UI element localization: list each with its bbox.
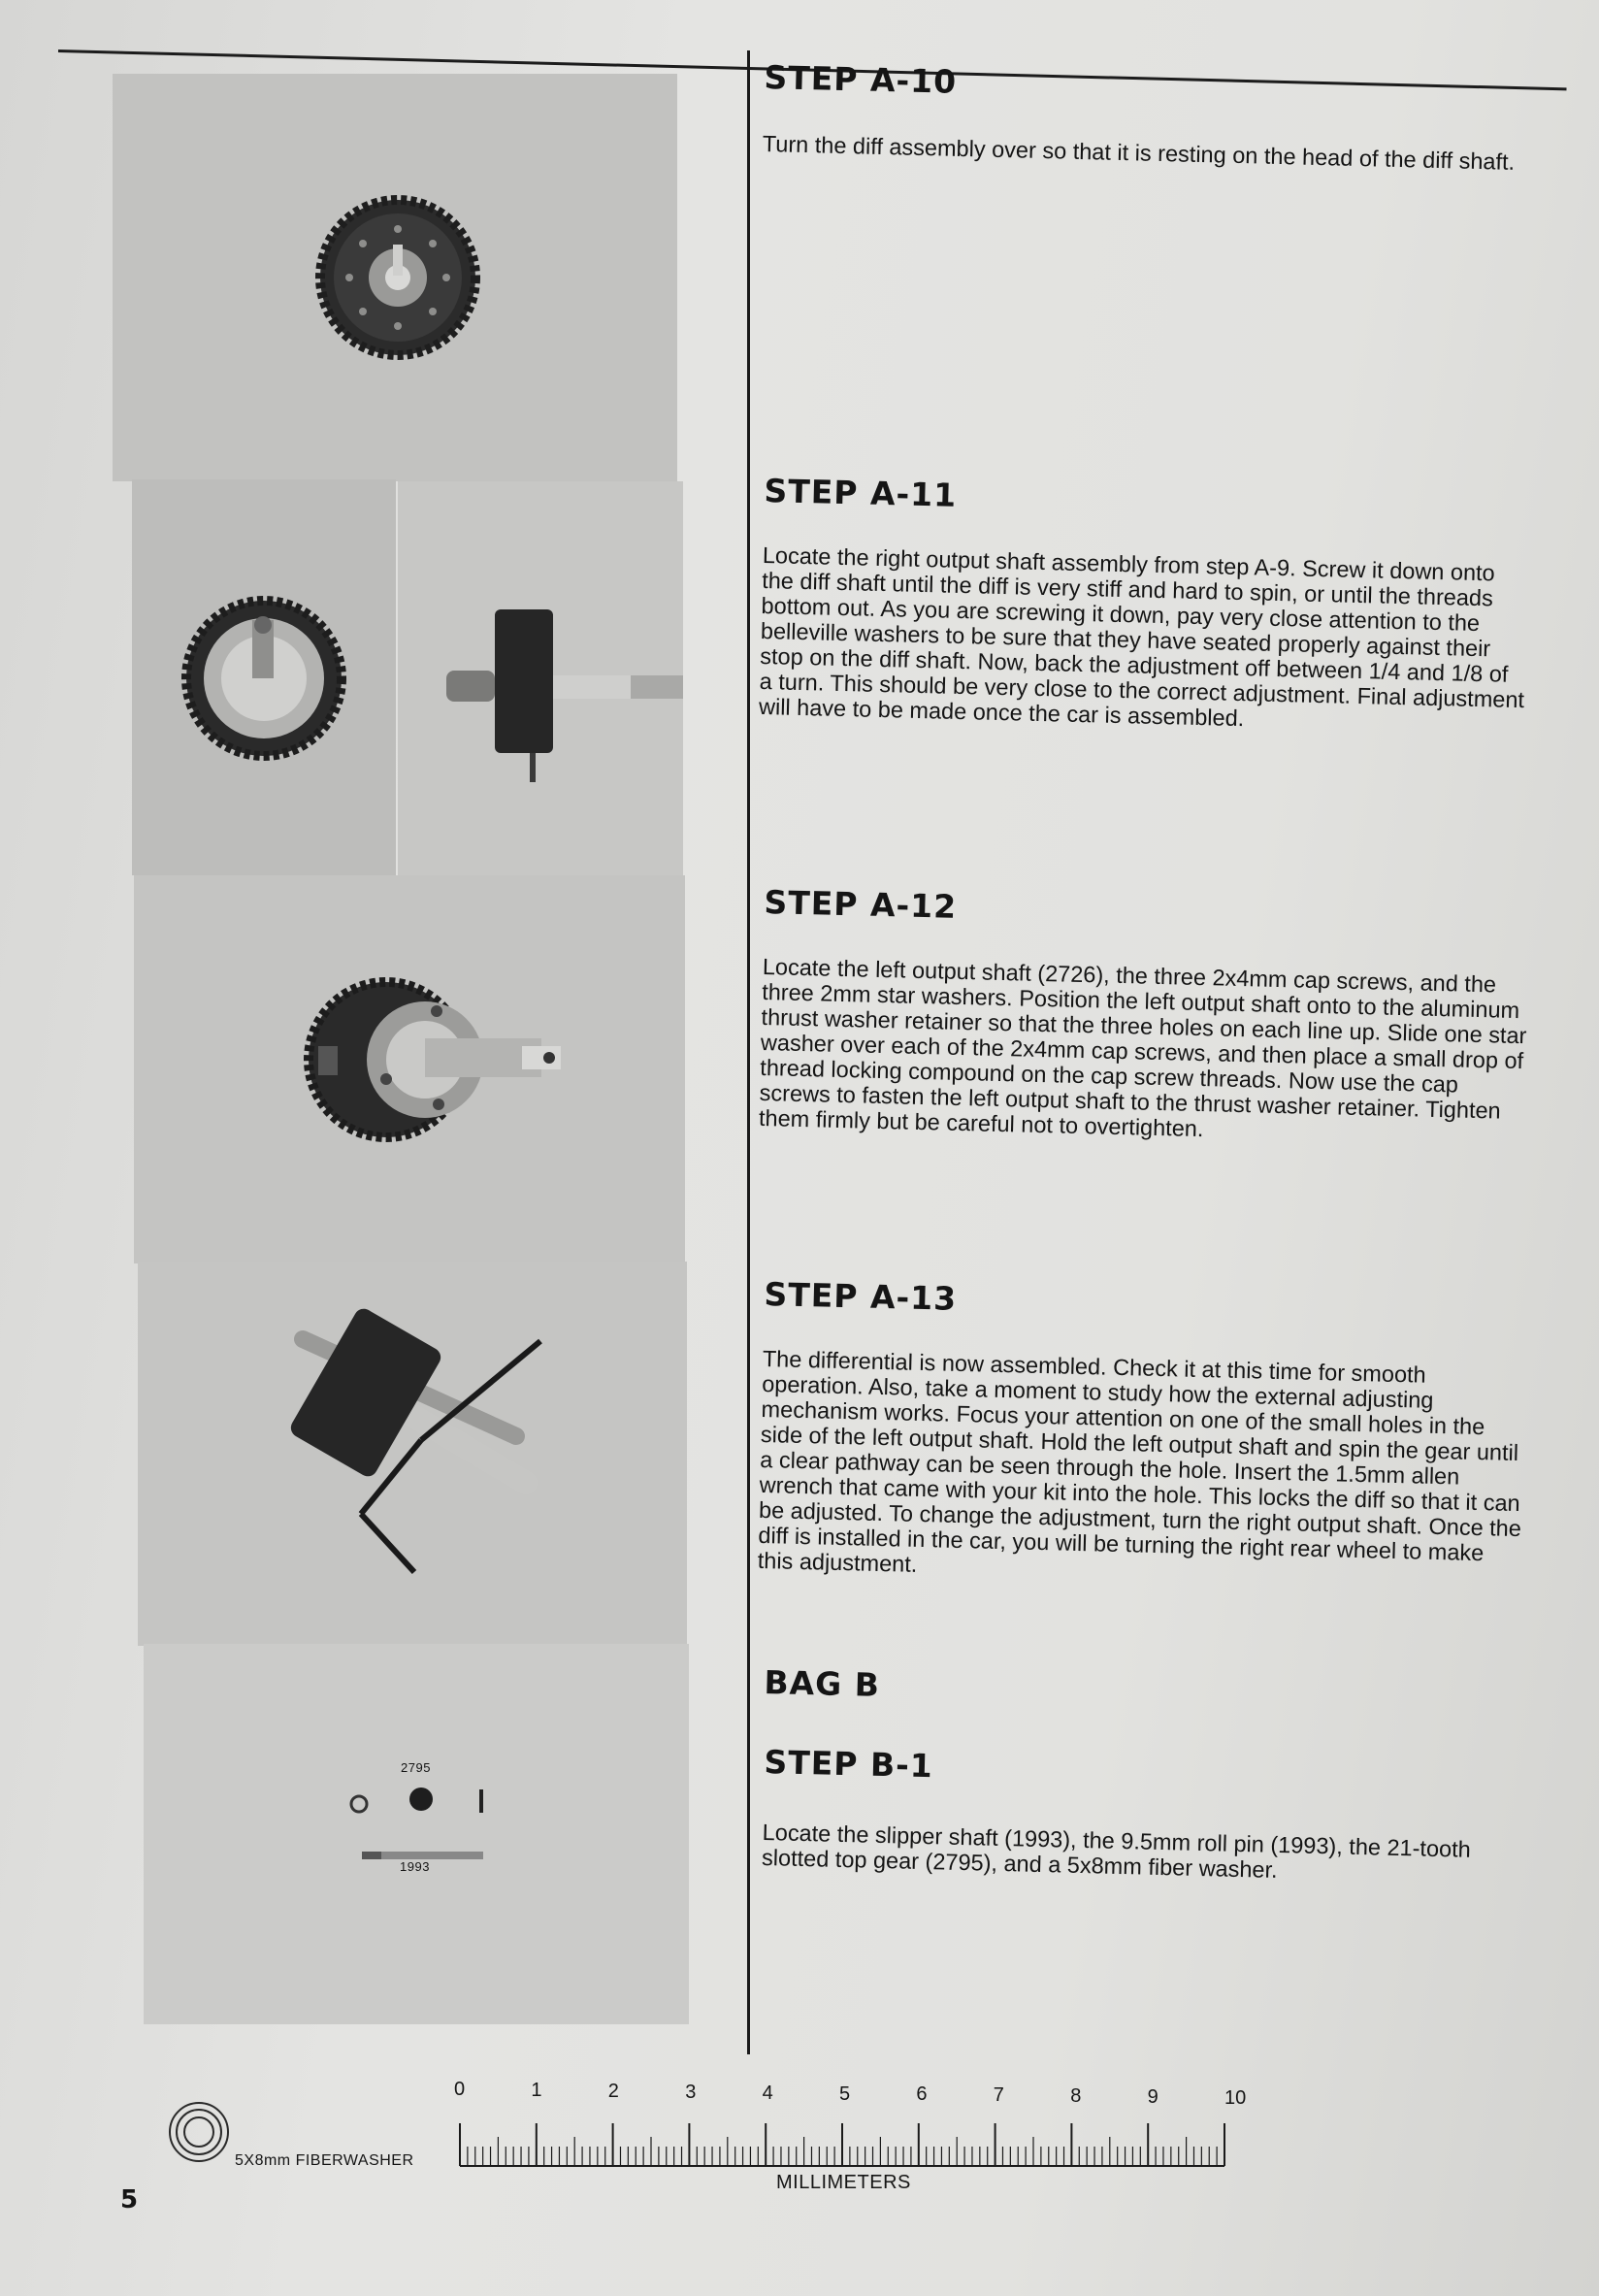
left-output-shaft-assembly (134, 875, 685, 1263)
ruler-tick-label: 10 (1224, 2087, 1247, 2109)
part-number-gear: 2795 (401, 1760, 431, 1775)
diff-side-view (398, 481, 683, 881)
washer-label: 5X8mm FIBERWASHER (235, 2152, 414, 2169)
ruler-tick-label: 4 (762, 2082, 773, 2104)
photo-step-b1 (144, 1644, 689, 2024)
ruler-tick-label: 7 (993, 2084, 1004, 2107)
photo-step-a13 (138, 1262, 687, 1646)
step-a13 (757, 1275, 1530, 1591)
step-text: Turn the diff assembly over so that it is resting on the head of the diff shaft. (762, 130, 1516, 175)
diff-gear-top-view (113, 74, 677, 481)
ruler-tick-label: 8 (1070, 2085, 1082, 2108)
step-heading: STEP A-11 (764, 472, 958, 514)
ruler-tick-label: 1 (531, 2079, 542, 2101)
bag-b (764, 1663, 1531, 1720)
washer-icon (165, 2098, 233, 2166)
diff-with-allen-wrench (138, 1262, 687, 1646)
ruler-tick-label: 0 (454, 2079, 466, 2100)
gear-with-shaft (132, 479, 396, 875)
step-a12 (759, 883, 1531, 1149)
step-a11 (759, 472, 1531, 738)
step-text: Locate the slipper shaft (1993), the 9.5mm roll pin (1993), the 21-tooth slotted top gear (2795), and a 5x8mm fiber washer. (761, 1819, 1472, 1883)
millimeters-label: MILLIMETERS (776, 2172, 911, 2193)
step-b1 (762, 1743, 1531, 1888)
step-text: Locate the left output shaft (2726), the three 2x4mm cap screws, and the three 2mm star washers. Position the left output shaft onto to the aluminum thrust washer retainer so that the three holes on each line up. Slide one star washer over each of the 2x4mm cap screws, and then place a small drop of thread locking compound on the cap screw threads. Now use the cap screws to fasten the left output shaft to the thrust washer retainer. Tighten them firmly but be careful not to overtighten. (758, 953, 1527, 1142)
page-number: 5 (120, 2185, 139, 2214)
step-heading: STEP A-12 (764, 883, 958, 926)
column-divider (747, 50, 750, 2054)
ruler-tick-label: 5 (839, 2083, 851, 2105)
part-number-shaft: 1993 (400, 1859, 430, 1874)
fiber-washer-illustration (165, 2098, 475, 2176)
step-a10 (763, 58, 1531, 175)
photo-step-a11-right (398, 481, 683, 881)
ruler-tick-label: 6 (916, 2083, 928, 2106)
photo-step-a12 (134, 875, 685, 1263)
ruler-tick-label: 2 (607, 2080, 619, 2102)
photo-step-a10 (113, 74, 677, 481)
bag-heading: BAG B (764, 1663, 881, 1704)
step-text: Locate the right output shaft assembly from step A-9. Screw it down onto the diff shaft until the diff is very stiff and hard to spin, or until the threads bottom out. As you are screwing it down, pay very close attention to the belleville washers to be sure that they have seated properly against their stop on the diff shaft. Now, back the adjustment off between 1/4 and 1/8 of a turn. This should be very close to the correct adjustment. Final adjustment will have to be made once the car is assembled. (758, 541, 1525, 732)
ruler-tick-label: 9 (1147, 2086, 1158, 2109)
step-text: The differential is now assembled. Check it at this time for smooth operation. Also, take a moment to study how the external adjusting mechanism works. Focus your attention on one of the small holes in the side of the left output shaft. Hold the left output shaft and spin the gear until a clear pathway can be seen through the hole. Insert the 1.5mm allen wrench that came with your kit into the hole. This locks the diff so that it can be adjusted. To change the adjustment, turn the right output shaft. Once the diff is installed in the car, you will be turning the right rear wheel to make this adjustment. (757, 1345, 1522, 1577)
step-heading: STEP A-13 (764, 1275, 958, 1318)
step-heading: STEP B-1 (764, 1743, 934, 1786)
step-heading: STEP A-10 (764, 58, 958, 101)
millimeter-scale (454, 2077, 1247, 2193)
ruler-tick-label: 3 (685, 2081, 697, 2103)
slipper-parts (144, 1644, 689, 2024)
photo-step-a11-left (132, 479, 396, 875)
